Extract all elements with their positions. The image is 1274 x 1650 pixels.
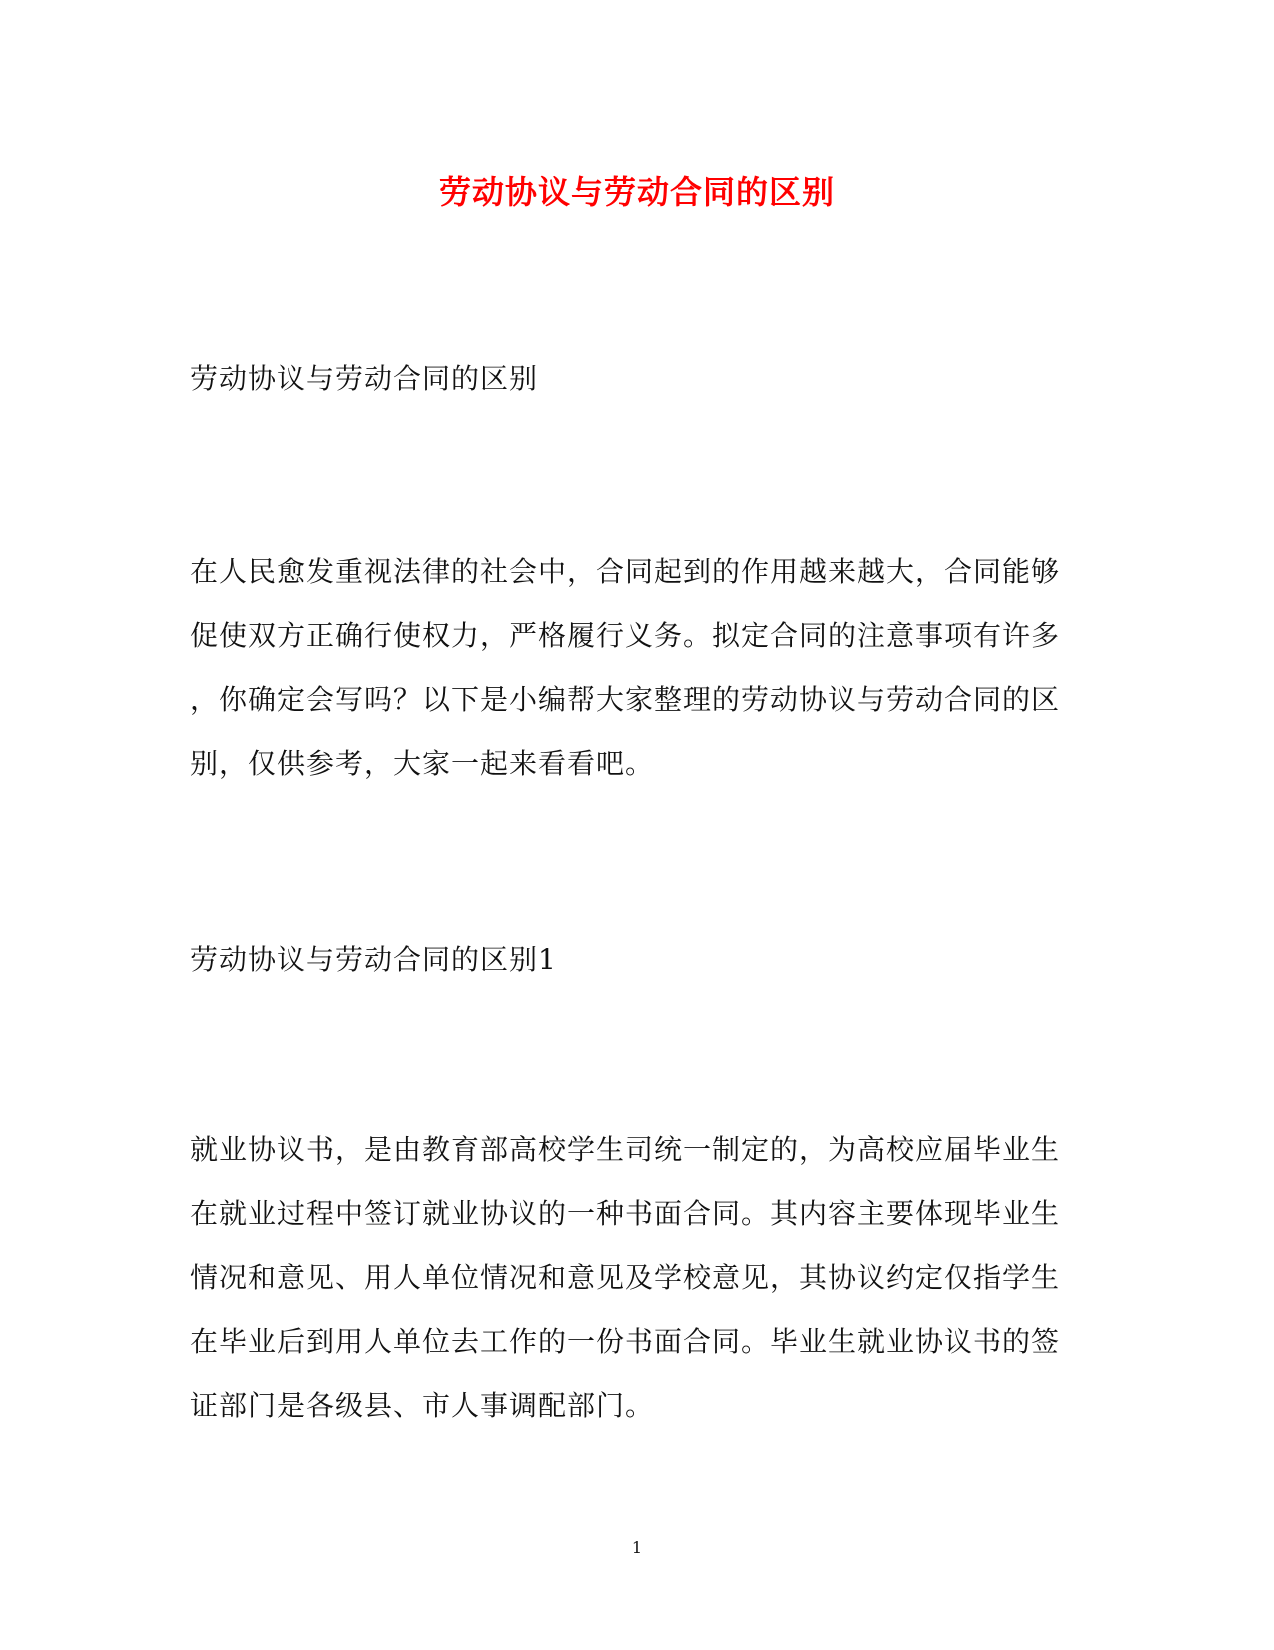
paragraph-line: 在人民愈发重视法律的社会中，合同起到的作用越来越大，合同能够 <box>190 555 1061 588</box>
section-heading: 劳动协议与劳动合同的区别 <box>190 362 539 395</box>
section-heading-1: 劳动协议与劳动合同的区别1 <box>190 943 557 976</box>
paragraph-line: 证部门是各级县、市人事调配部门。 <box>190 1389 655 1422</box>
paragraph-line: ，你确定会写吗？以下是小编帮大家整理的劳动协议与劳动合同的区 <box>190 683 1061 716</box>
paragraph-line: 在毕业后到用人单位去工作的一份书面合同。毕业生就业协议书的签 <box>190 1325 1061 1358</box>
paragraph-line: 促使双方正确行使权力，严格履行义务。拟定合同的注意事项有许多 <box>190 619 1061 652</box>
document-title: 劳动协议与劳动合同的区别 <box>438 173 835 211</box>
paragraph-line: 别，仅供参考，大家一起来看看吧。 <box>190 747 655 780</box>
paragraph-line: 情况和意见、用人单位情况和意见及学校意见，其协议约定仅指学生 <box>190 1261 1061 1294</box>
body-paragraph <box>190 1118 1070 1438</box>
intro-paragraph <box>190 540 1070 796</box>
paragraph-line: 就业协议书，是由教育部高校学生司统一制定的，为高校应届毕业生 <box>190 1133 1061 1166</box>
page-number: 1 <box>631 1538 643 1557</box>
paragraph-line: 在就业过程中签订就业协议的一种书面合同。其内容主要体现毕业生 <box>190 1197 1061 1230</box>
